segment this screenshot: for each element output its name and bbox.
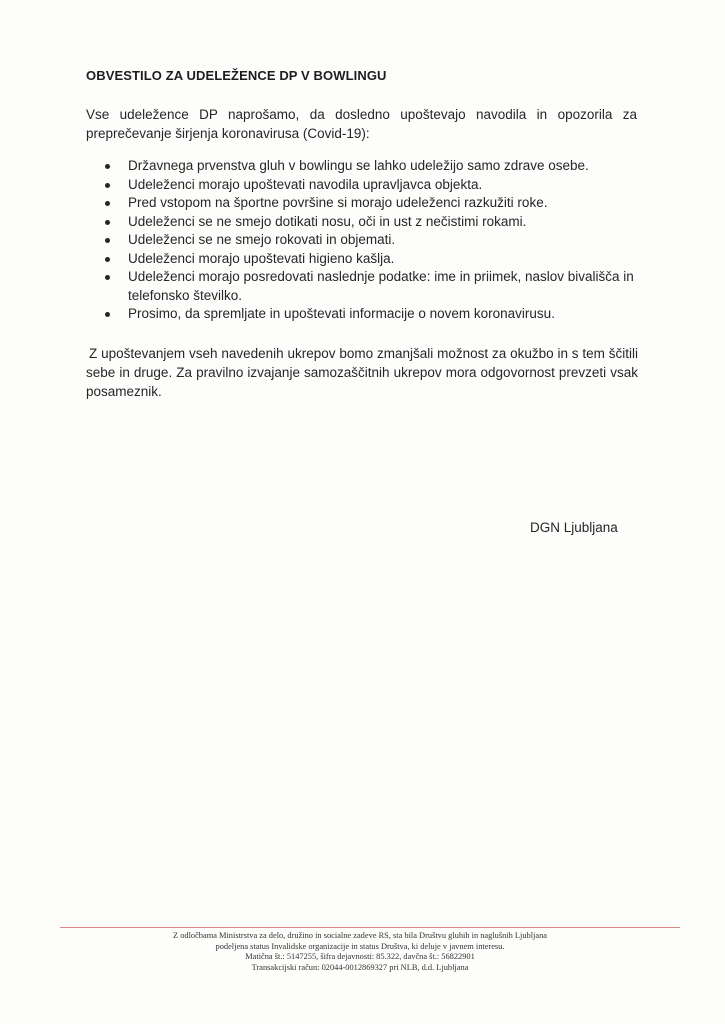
bullet-icon [105, 220, 110, 225]
document-title: OBVESTILO ZA UDELEŽENCE DP V BOWLINGU [86, 68, 387, 83]
bullet-icon [105, 312, 110, 317]
bullet-icon [105, 164, 110, 169]
rule-text: Udeleženci morajo upoštevati higieno kašlja. [128, 250, 395, 266]
rule-text: Prosimo, da spremljate in upoštevati informacije o novem koronavirusu. [128, 306, 555, 321]
footer-line: Matična št.: 5147255, šifra dejavnosti: 85.322, davčna št.: 56822901 [245, 952, 475, 961]
bullet-icon [105, 201, 110, 206]
list-item [86, 194, 646, 213]
rule-text: Udeleženci morajo posredovati naslednje podatke: ime in priimek, naslov bivališča in telefonsko številko. [128, 269, 634, 303]
list-item [86, 231, 646, 250]
list-item [86, 176, 646, 195]
footer-divider [60, 927, 680, 928]
footer-line: Z odločbama Ministrstva za delo, družino in socialne zadeve RS, sta bila Društvu gluhih in naglušnih Ljubljana [172, 931, 547, 940]
intro-paragraph: Vse udeležence DP naprošamo, da dosledno upoštevajo navodila in opozorila za preprečevanje širjenja koronavirusa (Covid-19): [86, 107, 637, 141]
footer-line: podeljena status Invalidske organizacije in status Društva, ki deluje v javnem interesu. [215, 941, 505, 951]
closing-paragraph: Z upoštevanjem vseh navedenih ukrepov bomo zmanjšali možnost za okužbo in s tem ščitili sebe in druge. Za pravilno izvajanje samozaščitnih ukrepov mora odgovornost prevzeti vsak posameznik. [86, 346, 638, 399]
list-item [86, 157, 646, 176]
rule-text: Pred vstopom na športne površine si morajo udeleženci razkužiti roke. [128, 195, 548, 210]
rule-text: Udeleženci morajo upoštevati navodila upravljavca objekta. [128, 176, 483, 192]
rule-text: Udeleženci se ne smejo dotikati nosu, oči in ust z nečistimi rokami. [128, 213, 527, 229]
rules-list [86, 157, 646, 324]
signature: DGN Ljubljana [530, 520, 618, 535]
rule-text: Udeleženci se ne smejo rokovati in objemati. [128, 232, 396, 247]
list-item [86, 268, 646, 305]
rule-text: Državnega prvenstva gluh v bowlingu se lahko udeležijo samo zdrave osebe. [128, 158, 589, 173]
list-item [86, 305, 646, 324]
bullet-icon [105, 257, 110, 262]
letterhead-footer [100, 931, 620, 973]
bullet-icon [105, 183, 110, 188]
list-item [86, 213, 646, 232]
list-item [86, 250, 646, 269]
bullet-icon [105, 275, 110, 280]
bullet-icon [105, 238, 110, 243]
footer-line: Transakcijski račun: 02044-0012869327 pri NLB, d.d. Ljubljana [251, 962, 469, 972]
